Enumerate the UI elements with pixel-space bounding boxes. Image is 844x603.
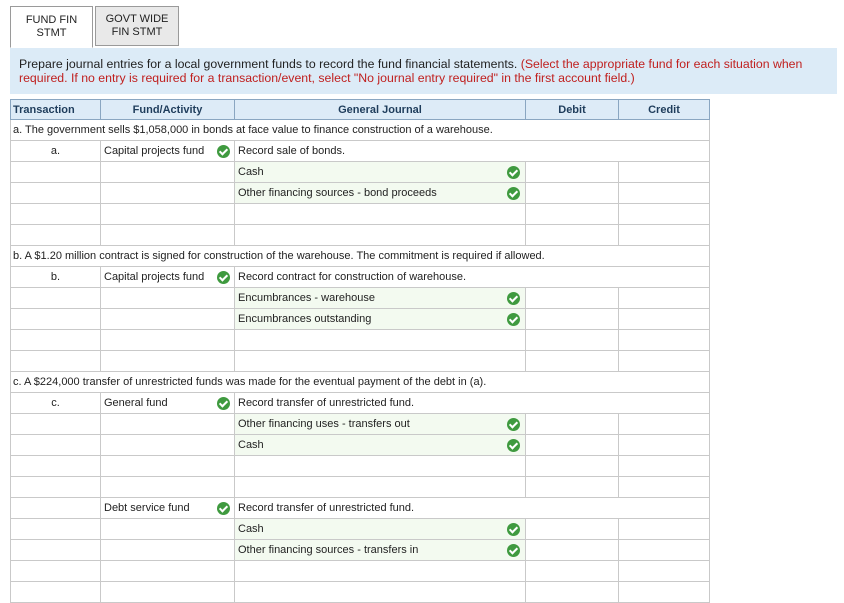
check-icon — [507, 439, 520, 452]
transaction-description-row — [10, 372, 710, 393]
instructions-text: Prepare journal entries for a local government funds to record the fund financial statements. — [19, 57, 521, 71]
account-select-value: Encumbrances outstanding — [238, 313, 372, 325]
journal-entry-row — [10, 141, 710, 162]
credit-input[interactable] — [618, 162, 710, 183]
account-select[interactable] — [234, 288, 525, 309]
debit-input[interactable] — [525, 414, 618, 435]
journal-entry-row — [10, 393, 710, 414]
debit-input[interactable] — [525, 330, 618, 351]
blank-entry-row — [10, 330, 710, 351]
account-select-value: Cash — [238, 523, 264, 535]
credit-input[interactable] — [618, 330, 710, 351]
debit-input[interactable] — [525, 204, 618, 225]
journal-memo — [234, 498, 525, 519]
check-icon — [507, 166, 520, 179]
credit-input[interactable] — [618, 540, 710, 561]
fund-select-value: Capital projects fund — [104, 145, 205, 157]
account-select-value: Encumbrances - warehouse — [238, 292, 375, 304]
credit-input[interactable] — [618, 288, 710, 309]
account-select[interactable] — [234, 162, 525, 183]
header-fund-activity: Fund/Activity — [100, 99, 234, 120]
credit-input[interactable] — [618, 456, 710, 477]
journal-memo-text: Record transfer of unrestricted fund. — [238, 502, 415, 514]
account-select[interactable] — [234, 477, 525, 498]
fund-select[interactable] — [100, 141, 234, 162]
check-icon — [217, 271, 230, 284]
transaction-label: c. — [10, 393, 100, 414]
journal-entry-row — [10, 498, 710, 519]
transaction-description: c. A $224,000 transfer of unrestricted funds was made for the eventual payment of the debt in (a). — [10, 372, 710, 393]
journal-memo — [234, 393, 525, 414]
journal-memo-text: Record transfer of unrestricted fund. — [238, 397, 415, 409]
account-select[interactable] — [234, 435, 525, 456]
credit-input[interactable] — [618, 561, 710, 582]
account-row — [10, 309, 710, 330]
account-select[interactable] — [234, 456, 525, 477]
account-row — [10, 435, 710, 456]
account-select[interactable] — [234, 561, 525, 582]
transaction-label: b. — [10, 267, 100, 288]
debit-input[interactable] — [525, 162, 618, 183]
blank-entry-row — [10, 477, 710, 498]
account-row — [10, 288, 710, 309]
account-select[interactable] — [234, 540, 525, 561]
blank-entry-row — [10, 351, 710, 372]
debit-input[interactable] — [525, 561, 618, 582]
debit-input[interactable] — [525, 477, 618, 498]
transaction-label: a. — [10, 141, 100, 162]
header-transaction: Transaction — [10, 99, 100, 120]
debit-input[interactable] — [525, 351, 618, 372]
account-select[interactable] — [234, 351, 525, 372]
account-select[interactable] — [234, 414, 525, 435]
check-icon — [217, 397, 230, 410]
account-select-value: Other financing uses - transfers out — [238, 418, 410, 430]
journal-memo-text: Record contract for construction of warehouse. — [238, 271, 467, 283]
credit-input[interactable] — [618, 204, 710, 225]
header-general-journal: General Journal — [234, 99, 525, 120]
check-icon — [507, 523, 520, 536]
debit-input[interactable] — [525, 540, 618, 561]
check-icon — [507, 187, 520, 200]
instructions-note: (Select the appropriate fund for each situation when required. If no entry is required for a transaction/event, select "No journal entry required" in the first account field.) — [19, 57, 803, 85]
account-select[interactable] — [234, 309, 525, 330]
account-select-value: Other financing sources - transfers in — [238, 544, 419, 556]
check-icon — [217, 502, 230, 515]
header-credit: Credit — [618, 99, 710, 120]
debit-input[interactable] — [525, 582, 618, 603]
blank-entry-row — [10, 582, 710, 603]
tab-govt-wide-fin-stmt[interactable]: GOVT WIDE FIN STMT — [95, 6, 179, 46]
account-row — [10, 162, 710, 183]
account-select[interactable] — [234, 204, 525, 225]
transaction-description: a. The government sells $1,058,000 in bonds at face value to finance construction of a warehouse. — [10, 120, 710, 141]
account-select[interactable] — [234, 330, 525, 351]
account-select[interactable] — [234, 225, 525, 246]
account-row — [10, 414, 710, 435]
fund-select[interactable] — [100, 498, 234, 519]
blank-entry-row — [10, 561, 710, 582]
check-icon — [217, 145, 230, 158]
instructions-box — [10, 48, 837, 94]
credit-input[interactable] — [618, 309, 710, 330]
credit-input[interactable] — [618, 582, 710, 603]
journal-entry-row — [10, 267, 710, 288]
debit-input[interactable] — [525, 225, 618, 246]
fund-select-value: Debt service fund — [104, 502, 190, 514]
fund-select[interactable] — [100, 393, 234, 414]
credit-input[interactable] — [618, 414, 710, 435]
check-icon — [507, 418, 520, 431]
credit-input[interactable] — [618, 183, 710, 204]
journal-memo-text: Record sale of bonds. — [238, 145, 346, 157]
account-select-value: Cash — [238, 166, 264, 178]
account-row — [10, 519, 710, 540]
blank-entry-row — [10, 225, 710, 246]
debit-input[interactable] — [525, 456, 618, 477]
fund-select-value: General fund — [104, 397, 168, 409]
fund-select-value: Capital projects fund — [104, 271, 205, 283]
journal-memo — [234, 267, 525, 288]
blank-entry-row — [10, 204, 710, 225]
transaction-label — [10, 498, 100, 519]
account-select[interactable] — [234, 582, 525, 603]
credit-input[interactable] — [618, 477, 710, 498]
account-row — [10, 183, 710, 204]
credit-input[interactable] — [618, 225, 710, 246]
table-header — [10, 99, 710, 120]
account-select[interactable] — [234, 519, 525, 540]
debit-input[interactable] — [525, 435, 618, 456]
transaction-description: b. A $1.20 million contract is signed for construction of the warehouse. The commitment is required if allowed. — [10, 246, 710, 267]
credit-input[interactable] — [618, 519, 710, 540]
transaction-description-row — [10, 120, 710, 141]
blank-entry-row — [10, 456, 710, 477]
account-row — [10, 540, 710, 561]
journal-memo — [234, 141, 525, 162]
debit-input[interactable] — [525, 519, 618, 540]
check-icon — [507, 313, 520, 326]
transaction-description-row — [10, 246, 710, 267]
account-select[interactable] — [234, 183, 525, 204]
debit-input[interactable] — [525, 309, 618, 330]
check-icon — [507, 292, 520, 305]
credit-input[interactable] — [618, 351, 710, 372]
debit-input[interactable] — [525, 183, 618, 204]
account-select-value: Other financing sources - bond proceeds — [238, 187, 437, 199]
tab-fund-fin-stmt[interactable]: FUND FIN STMT — [10, 6, 93, 48]
check-icon — [507, 544, 520, 557]
account-select-value: Cash — [238, 439, 264, 451]
fund-select[interactable] — [100, 267, 234, 288]
debit-input[interactable] — [525, 288, 618, 309]
header-debit: Debit — [525, 99, 618, 120]
credit-input[interactable] — [618, 435, 710, 456]
